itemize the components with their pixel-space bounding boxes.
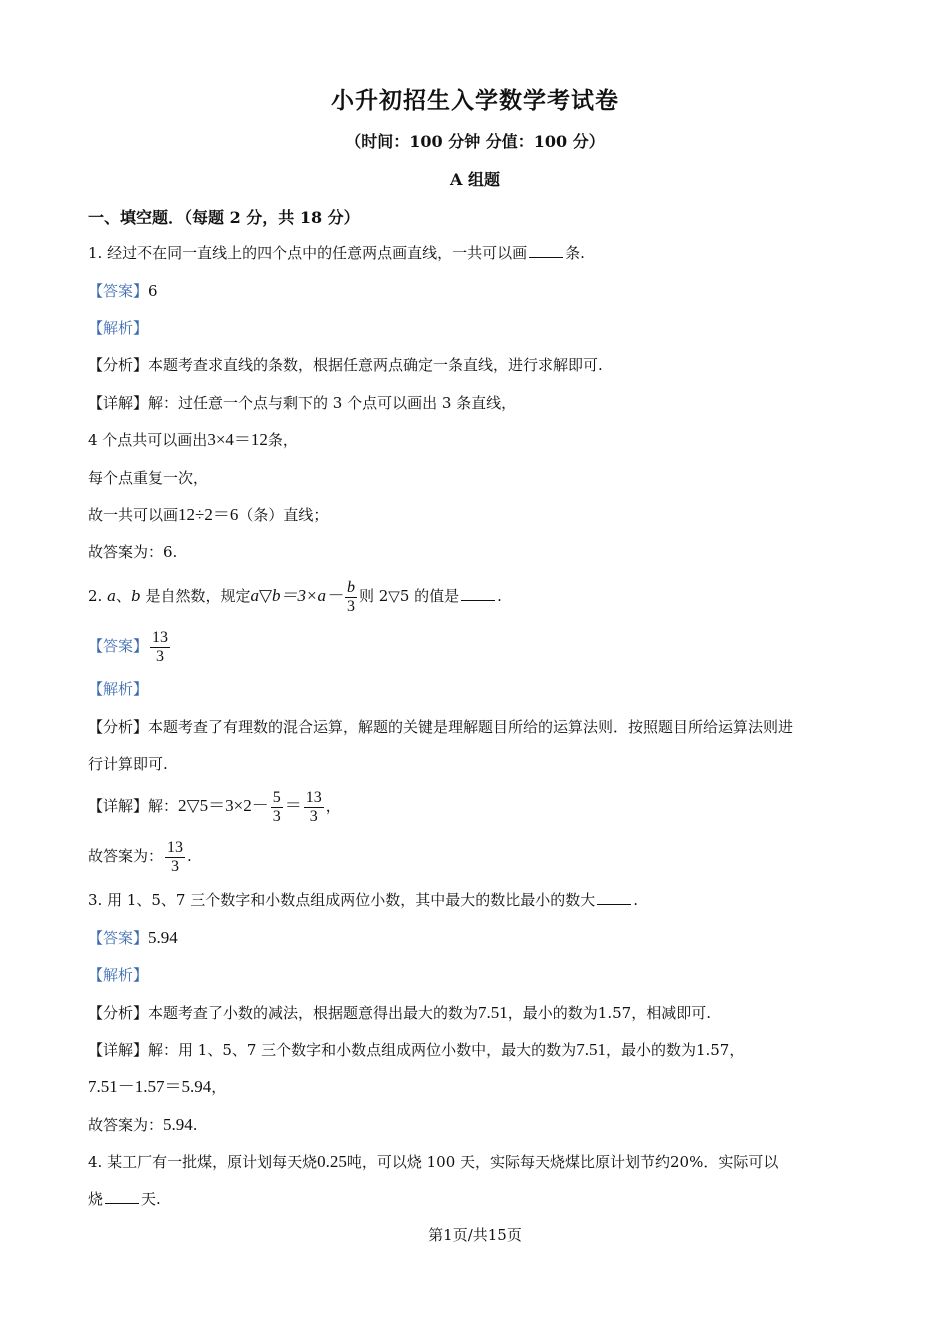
q1-step-3: 每个点重复一次， bbox=[88, 469, 209, 487]
q1-step-2: 4 个点共可以画出3×4＝12条， bbox=[88, 430, 298, 449]
section-heading: 一、填空题．（每题 2 分，共 18 分） bbox=[88, 208, 360, 227]
question-1: 1. 经过不在同一直线上的四个点中的任意两点画直线，一共可以画 条. bbox=[88, 244, 585, 262]
fraction: $\frac{13}{3}$ bbox=[167, 838, 184, 875]
fraction: $\frac{13}{3}$ bbox=[152, 628, 169, 665]
answer-blank bbox=[529, 243, 563, 258]
q1-analysis-tag: 【解析】 bbox=[88, 319, 149, 337]
q3-analysis-tag: 【解析】 bbox=[88, 966, 149, 984]
q2-xiangjie: 【详解】解：2▽5＝3×2－ $\frac{5}{3}$ ＝ $\frac{13}{3}$ ， bbox=[88, 788, 341, 825]
q2-analysis-tag: 【解析】 bbox=[88, 680, 149, 698]
fraction: $\frac{5}{3}$ bbox=[272, 788, 281, 825]
q1-step-4: 故一共可以画12÷2＝6（条）直线； bbox=[88, 505, 329, 524]
q3-final: 故答案为：5.94. bbox=[88, 1115, 198, 1134]
answer-blank bbox=[105, 1189, 139, 1204]
q1-final: 故答案为：6. bbox=[88, 543, 178, 561]
q1-answer: 【答案】6 bbox=[88, 282, 158, 300]
exam-time-score: （时间：100 分钟 分值：100 分） bbox=[345, 132, 605, 151]
question-3: 3. 用 1、5、7 三个数字和小数点组成两位小数，其中最大的数比最小的数大 . bbox=[88, 891, 639, 909]
q1-fenxi: 【分析】本题考查求直线的条数，根据任意两点确定一条直线，进行求解即可. bbox=[88, 356, 603, 374]
q2-answer: 【答案】 $\frac{13}{3}$ bbox=[88, 628, 169, 665]
q2-fenxi-2: 行计算即可. bbox=[88, 755, 168, 773]
q2-fenxi-1: 【分析】本题考查了有理数的混合运算，解题的关键是理解题目所给的运算法则．按照题目所给运算法则进 bbox=[88, 718, 794, 736]
answer-blank bbox=[597, 890, 631, 905]
fraction: $\frac{b}{3}$ bbox=[347, 578, 355, 615]
q1-xiangjie: 【详解】解：过任意一个点与剩下的 3 个点可以画出 3 条直线， bbox=[88, 394, 517, 412]
q3-xiangjie: 【详解】解：用 1、5、7 三个数字和小数点组成两位小数中，最大的数为7.51，最小的数为1.57， bbox=[88, 1040, 745, 1059]
q2-final: 故答案为： $\frac{13}{3}$ . bbox=[88, 838, 192, 875]
q3-calc: 7.51－1.57＝5.94， bbox=[88, 1077, 227, 1096]
page-number: 第1页/共15页 bbox=[428, 1226, 522, 1244]
question-4-line-2: 烧 天. bbox=[88, 1190, 161, 1208]
page-title: 小升初招生入学数学考试卷 bbox=[331, 87, 619, 114]
group-label: A 组题 bbox=[450, 170, 500, 189]
q3-answer: 【答案】5.94 bbox=[88, 928, 178, 947]
fraction: $\frac{13}{3}$ bbox=[305, 788, 322, 825]
question-2: 2. a、b 是自然数，规定a▽b＝3×a－ $\frac{b}{3}$ 则 2▽5 的值是 . bbox=[88, 578, 502, 615]
answer-blank bbox=[461, 586, 495, 601]
question-4-line-1: 4. 某工厂有一批煤，原计划每天烧0.25吨，可以烧 100 天，实际每天烧煤比原计划节约20%．实际可以 bbox=[88, 1152, 779, 1171]
q3-fenxi: 【分析】本题考查了小数的减法，根据题意得出最大的数为7.51，最小的数为1.57，相减即可. bbox=[88, 1003, 711, 1022]
